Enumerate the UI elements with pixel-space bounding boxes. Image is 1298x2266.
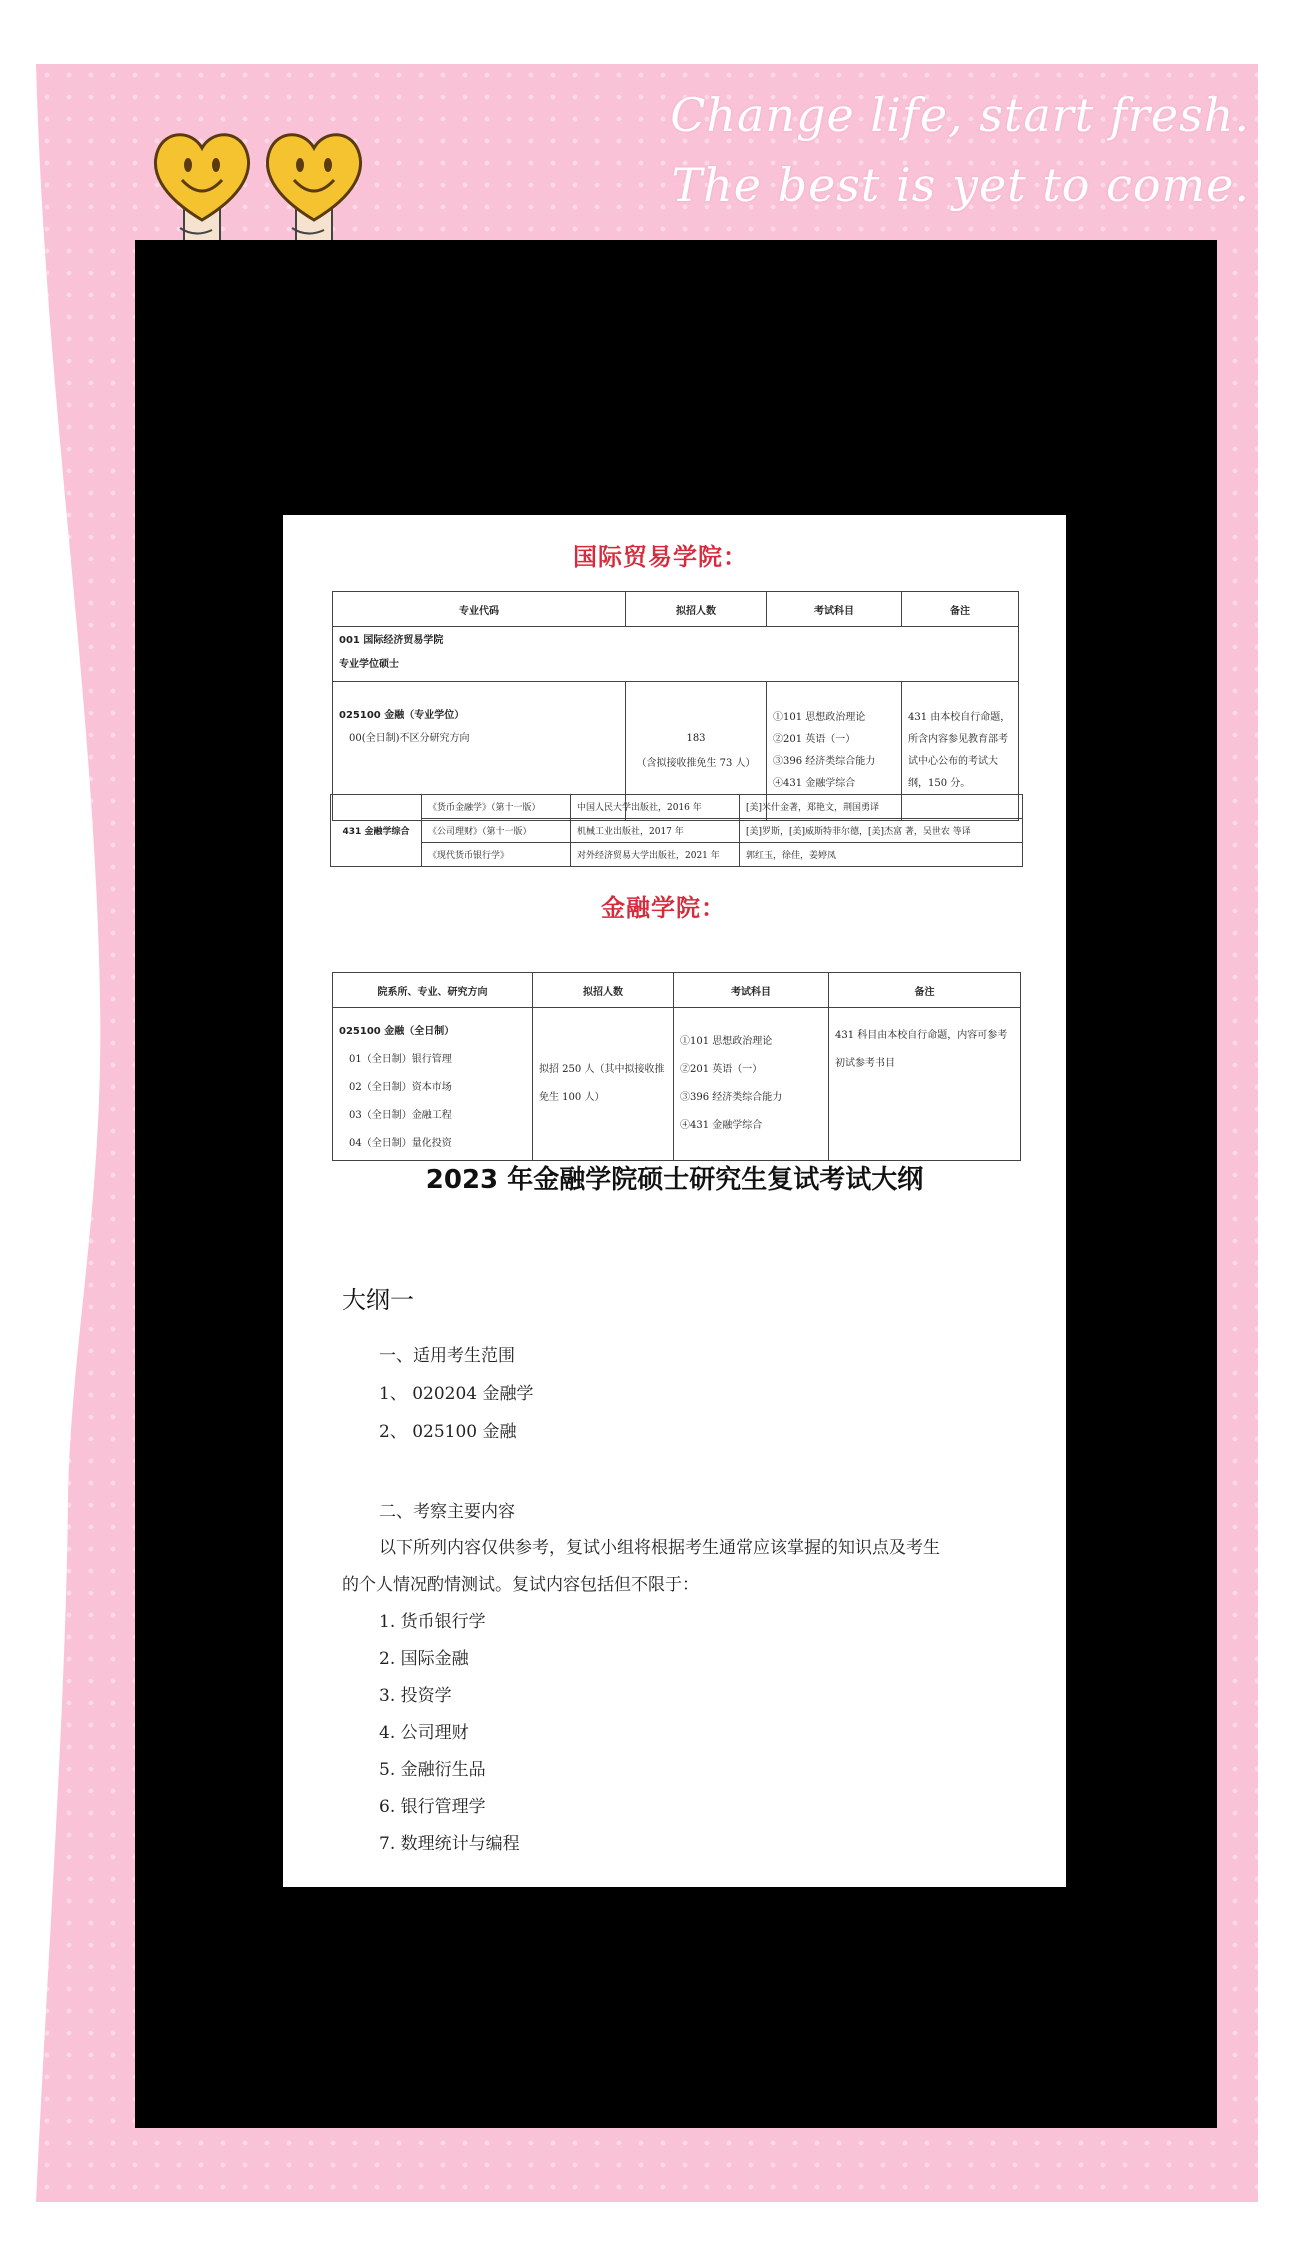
content-heading: 二、考察主要内容 [379, 1502, 515, 1522]
book-title: 《公司理财》（第十一版） [422, 819, 571, 843]
book-publisher: 对外经济贸易大学出版社，2021 年 [571, 843, 740, 867]
header-quota: 拟招人数 [533, 973, 674, 1008]
outline-heading: 大纲一 [342, 1286, 414, 1314]
document-page [283, 515, 1066, 1887]
header-subjects: 考试科目 [674, 973, 829, 1008]
subject-2: ②201 英语（一） [680, 1064, 763, 1075]
book-author: [美]罗斯，[美]威斯特菲尔德，[美]杰富 著，吴世农 等译 [740, 819, 1023, 843]
book-publisher: 机械工业出版社，2017 年 [571, 819, 740, 843]
book-author: [美]米什金著，郑艳文，荆国勇译 [740, 795, 1023, 819]
direction-1: 01（全日制）银行管理 [349, 1054, 452, 1065]
intro-line-1: 以下所列内容仅供参考，复试小组将根据考生通常应该掌握的知识点及考生 [379, 1538, 940, 1558]
section1-table [332, 591, 1019, 821]
books-table [330, 794, 1023, 867]
book-title: 《现代货币银行学》 [422, 843, 571, 867]
quota: 拟招 250 人（其中拟接收推免生 100 人） [533, 1008, 674, 1161]
content-item-3: 3. 投资学 [379, 1686, 452, 1706]
subject-1: ①101 思想政治理论 [773, 712, 866, 723]
outline-title: 2023 年金融学院硕士研究生复试考试大纲 [425, 1165, 924, 1195]
quota-note: （含拟接收推免生 73 人） [636, 758, 756, 769]
subject-2: ②201 英语（一） [773, 734, 856, 745]
major-name: 025100 金融（专业学位） [339, 710, 465, 721]
slogan-line-1: Change life, start fresh. [670, 88, 1250, 142]
heart-stickers [150, 110, 390, 260]
direction-2: 02（全日制）资本市场 [349, 1082, 452, 1093]
book-author: 郭红玉，徐佳，姜婷凤 [740, 843, 1023, 867]
section2-table [332, 972, 1021, 1161]
header-major: 院系所、专业、研究方向 [333, 973, 533, 1008]
subject-3: ③396 经济类综合能力 [773, 756, 876, 767]
header-code: 专业代码 [333, 592, 626, 627]
subject-1: ①101 思想政治理论 [680, 1036, 773, 1047]
header-remark: 备注 [902, 592, 1019, 627]
subject-4: ④431 金融学综合 [773, 778, 856, 789]
degree-row: 专业学位硕士 [339, 659, 399, 670]
book-publisher: 中国人民大学出版社，2016 年 [571, 795, 740, 819]
remark: 431 科目由本校自行命题，内容可参考初试参考书目 [829, 1008, 1021, 1161]
major-name: 025100 金融（全日制） [339, 1026, 455, 1037]
content-item-1: 1. 货币银行学 [379, 1612, 486, 1632]
content-item-5: 5. 金融衍生品 [379, 1760, 486, 1780]
header-remark: 备注 [829, 973, 1021, 1008]
scope-item-2: 2、 025100 金融 [379, 1422, 517, 1442]
direction-4: 04（全日制）量化投资 [349, 1138, 452, 1149]
white-wave-edge [0, 0, 150, 2266]
direction: 00(全日制)不区分研究方向 [349, 733, 470, 744]
header-subjects: 考试科目 [767, 592, 902, 627]
content-item-6: 6. 银行管理学 [379, 1797, 486, 1817]
subject-3: ③396 经济类综合能力 [680, 1092, 783, 1103]
remark: 431 由本校自行命题，所含内容参见教育部考试中心公布的考试大纲，150 分。 [902, 682, 1019, 821]
content-item-2: 2. 国际金融 [379, 1649, 469, 1669]
intro-line-2: 的个人情况酌情测试。复试内容包括但不限于： [342, 1575, 699, 1595]
section2-title: 金融学院： [601, 894, 726, 922]
college-row: 001 国际经济贸易学院 [339, 635, 444, 646]
content-item-4: 4. 公司理财 [379, 1723, 469, 1743]
scope-item-1: 1、 020204 金融学 [379, 1384, 534, 1404]
section1-title: 国际贸易学院： [573, 543, 748, 571]
direction-3: 03（全日制）金融工程 [349, 1110, 452, 1121]
book-title: 《货币金融学》（第十一版） [422, 795, 571, 819]
scope-heading: 一、适用考生范围 [379, 1346, 515, 1366]
header-quota: 拟招人数 [626, 592, 767, 627]
content-item-7: 7. 数理统计与编程 [379, 1834, 520, 1854]
subject-4: ④431 金融学综合 [680, 1120, 763, 1131]
slogan-line-2: The best is yet to come. [671, 158, 1250, 212]
quota: 183 [686, 733, 706, 744]
books-label: 431 金融学综合 [331, 795, 422, 867]
